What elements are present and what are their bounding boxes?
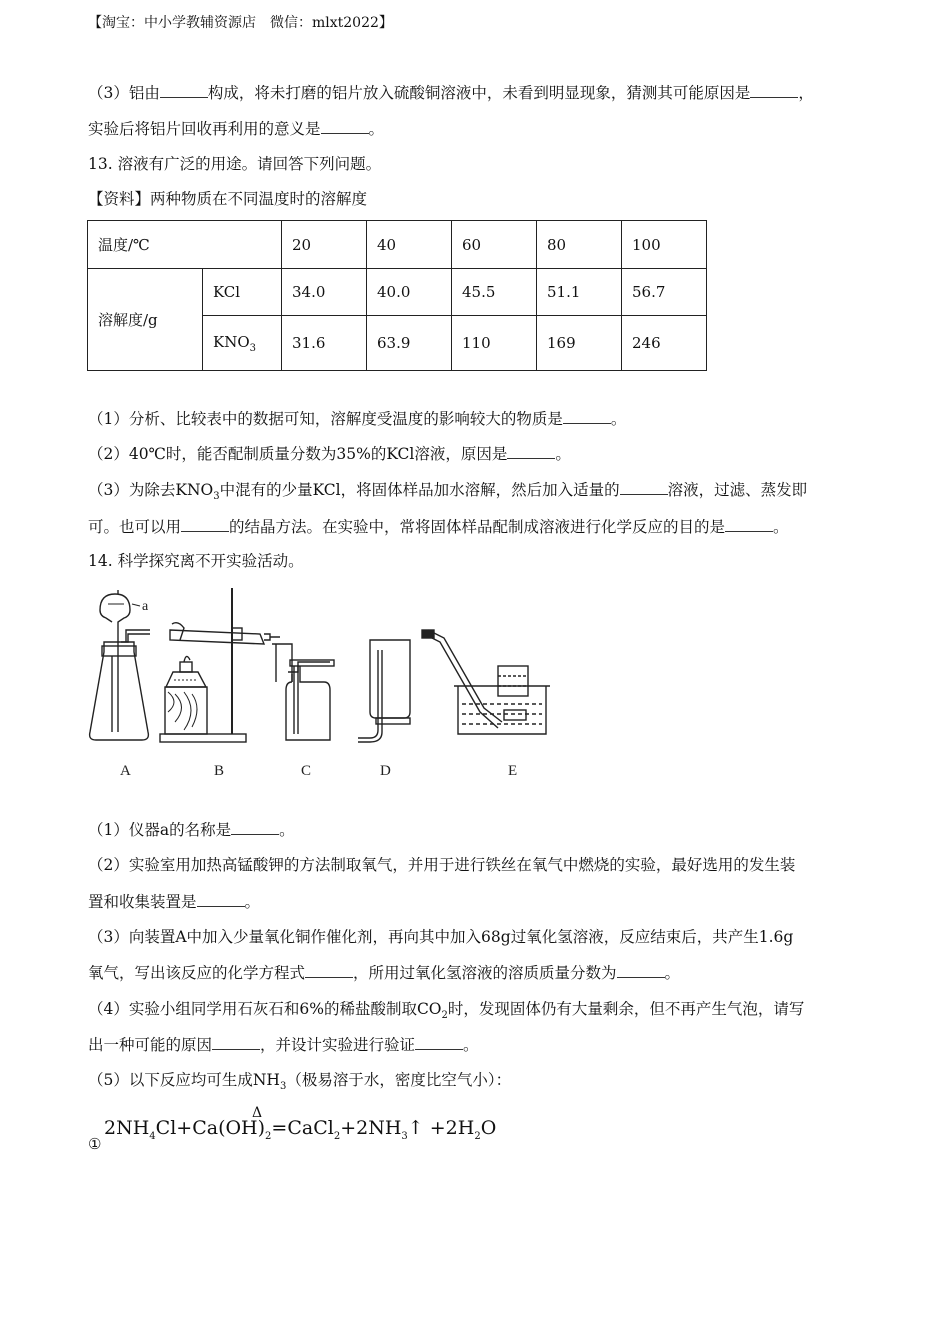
text: （1）仪器a的名称是 — [88, 821, 232, 839]
label-A: A — [120, 763, 131, 779]
answer-blank[interactable] — [231, 820, 279, 835]
label-D: D — [380, 763, 391, 779]
temp-cell: 80 — [537, 221, 622, 269]
text: 置和收集装置是 — [88, 893, 197, 911]
kcl-cell: 56.7 — [622, 269, 707, 316]
kcl-cell: 34.0 — [282, 269, 367, 316]
apparatus-a — [90, 590, 150, 740]
text: （3）为除去KNO — [88, 481, 214, 499]
text: 中混有的少量KCl，将固体样品加水溶解，然后加入适量的 — [219, 481, 620, 499]
apparatus-diagram — [80, 582, 580, 792]
text: 。 — [463, 1036, 479, 1054]
text: 。 — [664, 964, 681, 982]
apparatus-b — [160, 588, 280, 742]
q14-5 — [88, 1070, 511, 1097]
kno3-label — [203, 316, 282, 371]
text: （3）铝由 — [88, 84, 160, 102]
kno3-cell: 110 — [452, 316, 537, 371]
equation-1 — [88, 1105, 508, 1155]
text: 出一种可能的原因 — [88, 1036, 213, 1054]
text: ，所用过氧化氢溶液的溶质质量分数为 — [353, 964, 617, 982]
q14-4-line1 — [88, 999, 804, 1026]
q12-3-line1 — [88, 83, 814, 103]
answer-blank[interactable] — [305, 963, 353, 978]
answer-blank[interactable] — [415, 1035, 463, 1050]
subscript: 4 — [149, 1130, 156, 1142]
q13-title: 13. 溶液有广泛的用途。请回答下列问题。 — [88, 155, 382, 173]
label-a: a — [142, 599, 149, 614]
text: O — [480, 1117, 497, 1139]
text: 2NH — [104, 1117, 150, 1139]
text: （2）40℃时，能否配制质量分数为35%的KCl溶液，原因是 — [88, 445, 508, 463]
text: 构成，将未打磨的铝片放入硫酸铜溶液中，未看到明显现象，猜测其可能原因是 — [207, 84, 751, 102]
kno3-cell: 169 — [537, 316, 622, 371]
text: =CaCl — [271, 1117, 334, 1139]
text: 。 — [244, 893, 261, 911]
text: 的结晶方法。在实验中，常将固体样品配制成溶液进行化学反应的目的是 — [229, 518, 726, 536]
subscript: 2 — [441, 1010, 448, 1022]
answer-blank[interactable] — [321, 119, 369, 134]
text: （1）分析、比较表中的数据可知，溶解度受温度的影响较大的物质是 — [88, 410, 563, 428]
answer-blank[interactable] — [563, 409, 611, 424]
text: ， — [798, 84, 814, 102]
kno3-cell: 31.6 — [282, 316, 367, 371]
text: （5）以下反应均可生成NH — [88, 1071, 280, 1089]
answer-blank[interactable] — [725, 517, 773, 532]
temp-cell: 40 — [367, 221, 452, 269]
q14-3-line2 — [88, 963, 680, 983]
q12-3-line2 — [88, 119, 384, 139]
text: 氧气，写出该反应的化学方程式 — [88, 964, 306, 982]
q13-3-line2 — [88, 517, 789, 537]
answer-blank[interactable] — [197, 892, 245, 907]
text: ，并设计实验进行验证 — [260, 1036, 416, 1054]
q13-material: 【资料】两种物质在不同温度时的溶解度 — [88, 190, 368, 208]
q14-2-line1: （2）实验室用加热高锰酸钾的方法制取氧气，并用于进行铁丝在氧气中燃烧的实验，最好选用的发生装 — [88, 856, 796, 874]
subscript: 3 — [213, 491, 220, 503]
q14-title: 14. 科学探究离不开实验活动。 — [88, 552, 304, 570]
text: 。 — [279, 821, 295, 839]
text: （4）实验小组同学用石灰石和6%的稀盐酸制取CO — [88, 1000, 442, 1018]
q13-1 — [88, 409, 626, 429]
apparatus-d — [358, 640, 410, 742]
q14-1 — [88, 820, 295, 840]
answer-blank[interactable] — [181, 517, 229, 532]
solubility-table — [87, 220, 707, 371]
text: Cl+Ca(OH) — [155, 1117, 266, 1139]
header-banner: 【淘宝：中小学教辅资源店 微信：mlxt2022】 — [88, 15, 393, 31]
subscript: 3 — [279, 1081, 287, 1093]
temp-cell: 60 — [452, 221, 537, 269]
text: KNO — [213, 332, 250, 351]
kno3-cell: 63.9 — [367, 316, 452, 371]
temp-cell: 20 — [282, 221, 367, 269]
answer-blank[interactable] — [750, 83, 798, 98]
apparatus-c — [272, 644, 334, 740]
q14-3-line1: （3）向装置A中加入少量氧化铜作催化剂，再向其中加入68g过氧化氢溶液，反应结束后，共产生1.6g — [88, 928, 794, 946]
kno3-cell: 246 — [622, 316, 707, 371]
answer-blank[interactable] — [617, 963, 665, 978]
eq-body — [104, 1117, 496, 1142]
text: 时，发现固体仍有大量剩余，但不再产生气泡，请写 — [447, 1000, 805, 1018]
text: 可。也可以用 — [88, 518, 182, 536]
eq-marker: ① — [88, 1135, 102, 1153]
kcl-cell: 45.5 — [452, 269, 537, 316]
text: 实验后将铝片回收再利用的意义是 — [88, 120, 321, 138]
q14-2-line2 — [88, 892, 260, 912]
text: +2NH — [340, 1117, 402, 1139]
q13-2 — [88, 444, 571, 464]
text: 。 — [555, 445, 571, 463]
text: 。 — [773, 518, 789, 536]
eq-delta: Δ — [252, 1105, 263, 1121]
text: ↑ +2H — [407, 1117, 475, 1139]
kcl-cell: 40.0 — [367, 269, 452, 316]
subscript: 2 — [474, 1130, 481, 1142]
text: 溶液，过滤、蒸发即 — [667, 481, 808, 499]
text: （极易溶于水，密度比空气小）： — [286, 1071, 512, 1089]
subscript: 2 — [333, 1130, 341, 1142]
q13-3-line1 — [88, 480, 807, 507]
label-C: C — [301, 763, 312, 779]
label-E: E — [508, 763, 518, 779]
temp-label: 温度/℃ — [88, 221, 282, 269]
subscript: 2 — [265, 1130, 272, 1142]
answer-blank[interactable] — [620, 480, 668, 495]
apparatus-e — [422, 630, 550, 734]
temp-cell: 100 — [622, 221, 707, 269]
label-B: B — [214, 763, 225, 779]
text: 。 — [610, 410, 627, 428]
text: 。 — [368, 120, 385, 138]
kcl-label: KCl — [203, 269, 282, 316]
answer-blank[interactable] — [160, 83, 208, 98]
answer-blank[interactable] — [507, 444, 555, 459]
answer-blank[interactable] — [212, 1035, 260, 1050]
solubility-label: 溶解度/g — [88, 269, 203, 371]
subscript: 3 — [401, 1130, 408, 1142]
q14-4-line2 — [88, 1035, 479, 1055]
kcl-cell: 51.1 — [537, 269, 622, 316]
subscript: 3 — [249, 342, 257, 354]
